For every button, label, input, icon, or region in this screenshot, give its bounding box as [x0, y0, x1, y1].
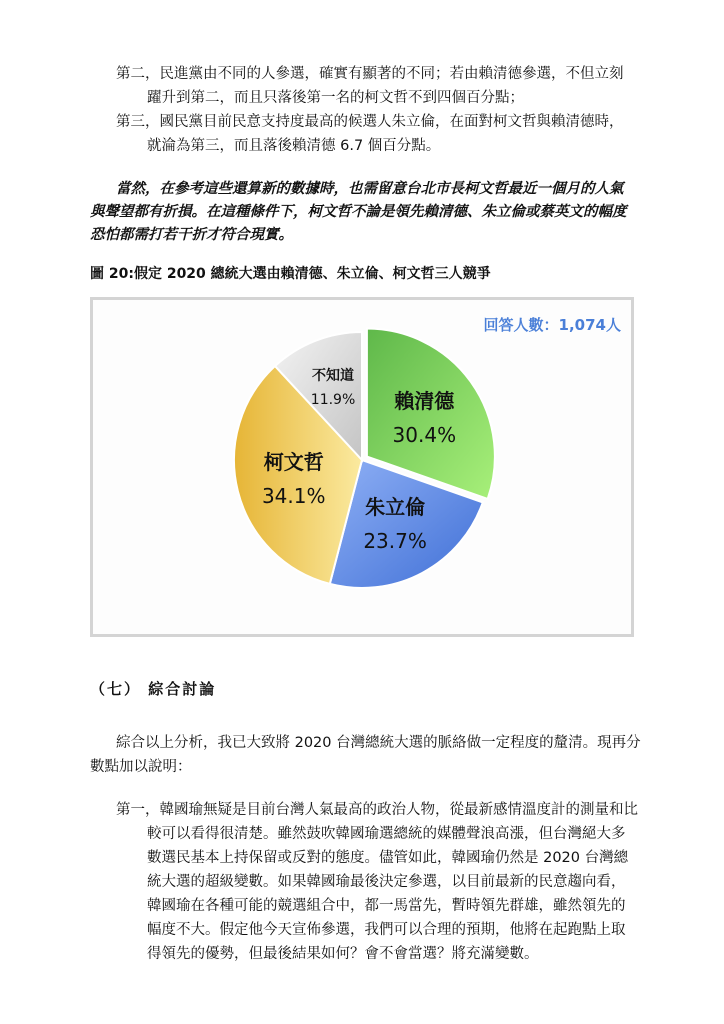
slice-value-chu-li-luan: 23.7%: [363, 529, 427, 554]
slice-label-lai-ching-te: 賴清德: [394, 388, 455, 413]
item-three-line-2: 就淪為第三，而且落後賴清德 6.7 個百分點。: [147, 138, 441, 154]
slice-label-ko-wen-je: 柯文哲: [263, 450, 324, 475]
item-two-line-2: 躍升到第二，而且只落後第一名的柯文哲不到四個百分點；: [147, 90, 524, 106]
section-heading: （七） 綜合討論: [90, 680, 217, 698]
slice-label-chu-li-luan: 朱立倫: [365, 495, 426, 520]
item-three-line-1: 第三，國民黨目前民意支持度最高的候選人朱立倫，在面對柯文哲與賴清德時，: [116, 114, 624, 130]
item-one-line-3: 數選民基本上持保留或反對的態度。儘管如此，韓國瑜仍然是 2020 台灣總: [147, 850, 629, 866]
figure-caption: 圖 20:假定 2020 總統大選由賴清德、朱立倫、柯文哲三人競爭: [90, 266, 491, 282]
pie-chart-frame: [90, 297, 634, 637]
item-one-line-2: 較可以看得很清楚。雖然鼓吹韓國瑜選總統的媒體聲浪高漲，但台灣絕大多: [147, 826, 626, 842]
item-one-line-6: 幅度不大。假定他今天宣佈參選，我們可以合理的預期，他將在起跑點上取: [147, 922, 626, 938]
emphasis-line-2: 與聲望都有折損。在這種條件下，柯文哲不論是領先賴清德、朱立倫或蔡英文的幅度: [90, 204, 627, 220]
slice-value-ko-wen-je: 34.1%: [261, 484, 326, 509]
emphasis-line-1: 當然，在參考這些還算新的數據時，也需留意台北市長柯文哲最近一個月的人氣: [116, 181, 624, 197]
emphasis-line-3: 恐怕都需打若干折才符合現實。: [90, 227, 293, 243]
respondents-note: 回答人數：1,074人: [483, 316, 621, 334]
summary-line-1: 綜合以上分析，我已大致將 2020 台灣總統大選的脈絡做一定程度的釐清。現再分: [116, 735, 641, 751]
slice-label-unknown: 不知道: [312, 368, 355, 385]
item-two-line-1: 第二，民進黨由不同的人參選，確實有顯著的不同；若由賴清德參選，不但立刻: [116, 66, 624, 82]
item-one-line-5: 韓國瑜在各種可能的競選組合中，都一馬當先，暫時領先群雄，雖然領先的: [147, 898, 626, 914]
item-one-line-7: 得領先的優勢，但最後結果如何？會不會當選？將充滿變數。: [147, 946, 539, 962]
pie-chart: [93, 300, 631, 634]
item-one-line-4: 統大選的超級變數。如果韓國瑜最後決定參選，以目前最新的民意趨向看，: [147, 874, 626, 890]
slice-value-lai-ching-te: 30.4%: [392, 422, 457, 447]
summary-line-2: 數點加以說明：: [90, 759, 192, 775]
item-one-line-1: 第一，韓國瑜無疑是目前台灣人氣最高的政治人物，從最新感情溫度計的測量和比: [116, 802, 638, 818]
slice-value-unknown: 11.9%: [310, 392, 356, 409]
